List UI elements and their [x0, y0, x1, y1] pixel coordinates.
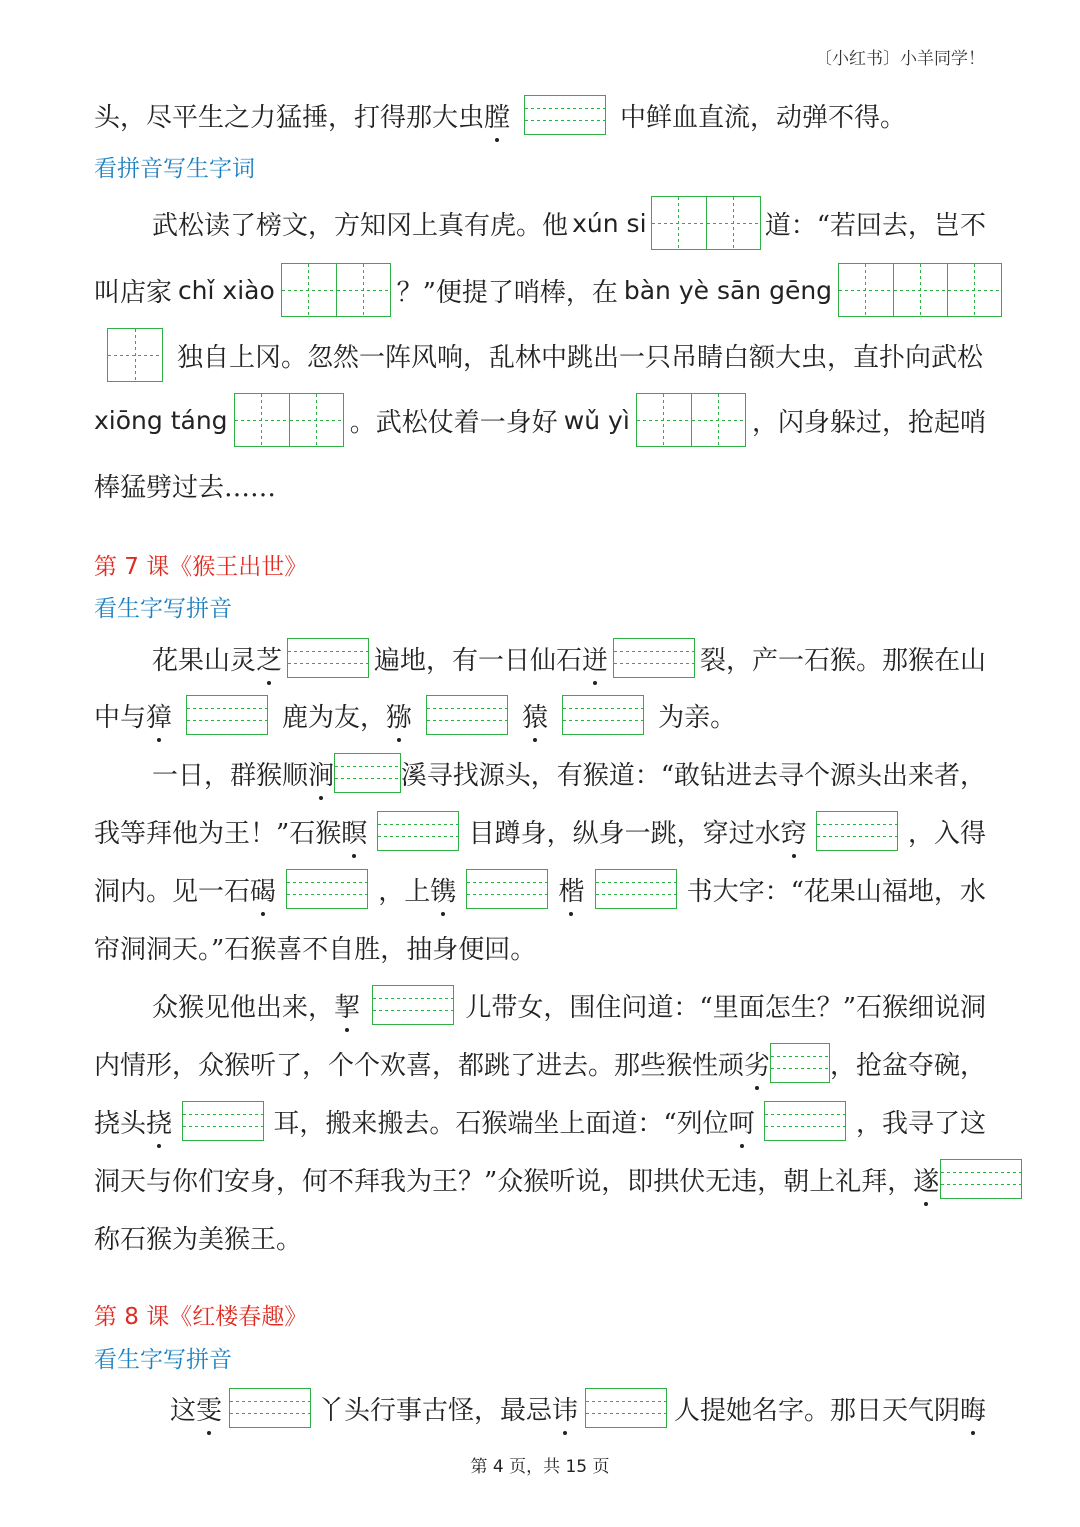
pinyin-answer-box[interactable]	[286, 869, 368, 909]
pinyin-answer-box[interactable]	[816, 811, 898, 851]
marked-char: 楷	[558, 871, 584, 908]
marked-char: 晦	[960, 1390, 986, 1427]
pinyin-answer-box[interactable]	[770, 1043, 830, 1083]
lesson7-line-1: 花果山灵芝 遍地，有一日仙石迸 裂，产一石猴。那猴在山	[152, 628, 986, 688]
pinyin-answer-box[interactable]	[585, 1388, 667, 1428]
pinyin-line-5: 棒猛劈过去……	[94, 472, 277, 503]
lesson7-line-8: 内情形，众猴听了，个个欢喜，都跳了进去。那些猴性顽劣 ，抢盆夺碗，	[94, 1033, 986, 1093]
pinyin-prompt: xiōng táng	[94, 405, 228, 435]
lesson-8-title: 第 8 课《红楼春趣》	[94, 1304, 308, 1330]
marked-char: 窍	[781, 813, 807, 850]
lesson7-line-9: 挠头挠 耳，搬来搬去。石猴端坐上面道：“列位呵 ，我寻了这	[94, 1091, 986, 1151]
pinyin-answer-box[interactable]	[940, 1159, 1022, 1199]
marked-char: 呵	[729, 1103, 755, 1140]
pinyin-line-2: 叫店家 chǐ xiào ？”便提了哨棒，在 bàn yè sān gēng	[94, 260, 986, 320]
character-grid[interactable]	[281, 263, 391, 317]
section-heading: 看生字写拼音	[94, 1347, 232, 1373]
lesson7-line-7: 众猴见他出来，挈 儿带女，围住问道：“里面怎生？”石猴细说洞	[152, 975, 986, 1035]
lesson-7-title: 第 7 课《猴王出世》	[94, 554, 308, 580]
lesson7-line-4: 我等拜他为王！”石猴瞑 目蹲身，纵身一跳，穿过水窍 ，入得	[94, 801, 986, 861]
pinyin-prompt: bàn yè sān gēng	[623, 275, 833, 305]
pinyin-answer-box[interactable]	[466, 869, 548, 909]
pinyin-answer-box[interactable]	[595, 869, 677, 909]
character-grid[interactable]	[234, 393, 344, 447]
marked-char: 涧	[308, 755, 334, 792]
pinyin-answer-box[interactable]	[287, 638, 369, 678]
marked-char: 迸	[582, 640, 608, 677]
pinyin-answer-box[interactable]	[229, 1388, 311, 1428]
marked-char: 挈	[334, 987, 360, 1024]
pinyin-answer-box[interactable]	[613, 638, 695, 678]
pinyin-answer-box[interactable]	[524, 95, 606, 135]
pinyin-answer-box[interactable]	[764, 1101, 846, 1141]
marked-char: 獐	[146, 697, 172, 734]
marked-char: 劣	[744, 1045, 770, 1082]
character-grid[interactable]	[651, 196, 761, 250]
pinyin-answer-box[interactable]	[182, 1101, 264, 1141]
marked-char: 芝	[256, 640, 282, 677]
section-heading: 看拼音写生字词	[94, 156, 255, 182]
marked-char: 碣	[250, 871, 276, 908]
pinyin-answer-box[interactable]	[377, 811, 459, 851]
pinyin-answer-box[interactable]	[426, 695, 508, 735]
marked-char: 讳	[552, 1390, 578, 1427]
marked-char: 镌	[430, 871, 456, 908]
marked-char: 膛	[484, 97, 510, 134]
lesson7-line-10: 洞天与你们安身，何不拜我为王？”众猴听说，即拱伏无违，朝上礼拜，遂	[94, 1149, 1022, 1209]
character-grid[interactable]	[636, 393, 746, 447]
pinyin-answer-box[interactable]	[186, 695, 268, 735]
character-grid[interactable]	[107, 328, 163, 382]
lesson8-line-1: 这雯 丫头行事古怪，最忌讳 人提她名字。那日天气阴晦	[170, 1378, 986, 1438]
marked-char: 瞑	[341, 813, 367, 850]
lesson7-line-2: 中与獐 鹿为友，猕 猿 为亲。	[94, 685, 986, 745]
marked-char: 猕	[386, 697, 412, 734]
marked-char: 雯	[196, 1390, 222, 1427]
pinyin-answer-box[interactable]	[562, 695, 644, 735]
page-footer: 第 4 页，共 15 页	[470, 1457, 610, 1477]
tiger-tail-line: 头，尽平生之力猛捶，打得那大虫 膛 中鲜血直流，动弹不得。	[94, 85, 986, 145]
marked-char: 猿	[522, 697, 548, 734]
pinyin-answer-box[interactable]	[372, 985, 454, 1025]
lesson7-line-6: 帘洞洞天。”石猴喜不自胜，抽身便回。	[94, 934, 537, 965]
pinyin-line-3: 独自上冈。忽然一阵风响，乱林中跳出一只吊睛白额大虫，直扑向武松	[107, 325, 986, 385]
section-heading: 看生字写拼音	[94, 596, 232, 622]
pinyin-prompt: wǔ yì	[563, 405, 630, 435]
lesson7-line-3: 一日，群猴顺涧 溪寻找源头，有猴道：“敢钻进去寻个源头出来者，	[152, 743, 986, 803]
pinyin-answer-box[interactable]	[334, 753, 401, 793]
character-grid[interactable]	[838, 263, 1002, 317]
pinyin-line-4: xiōng táng 。武松仗着一身好 wǔ yì ，闪身躲过，抢起哨	[94, 390, 986, 450]
lesson7-line-5: 洞内。见一石碣 ，上镌 楷 书大字：“花果山福地，水	[94, 859, 986, 919]
brand-label: 〔小红书〕小羊同学！	[815, 49, 985, 69]
marked-char: 遂	[913, 1161, 939, 1198]
pinyin-prompt: chǐ xiào	[177, 275, 275, 305]
lesson7-line-11: 称石猴为美猴王。	[94, 1224, 303, 1255]
pinyin-line-1: 武松读了榜文，方知冈上真有虎。他 xún si 道：“若回去，岂不	[152, 193, 986, 253]
marked-char: 挠	[146, 1103, 172, 1140]
pinyin-prompt: xún si	[572, 208, 647, 238]
